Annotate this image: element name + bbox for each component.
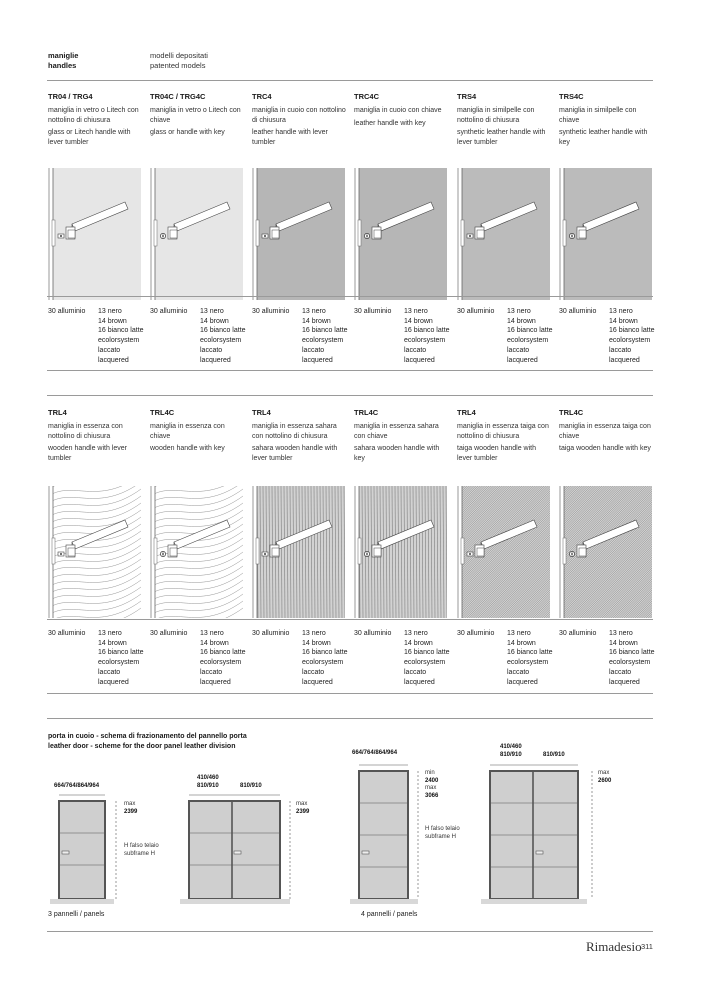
row1-handle-2-description — [150, 92, 246, 138]
row1-handle-2-text-en: glass or handle with key — [150, 129, 225, 136]
finish-aluminium: 30 alluminio — [354, 630, 392, 637]
finish-option: 14 brown — [404, 317, 433, 325]
page-number: 311 — [641, 942, 653, 951]
finish-option: laccato — [200, 346, 223, 354]
row2-handle-6-text-it: maniglia in essenza taiga con chiave — [559, 423, 651, 440]
header-rule — [47, 80, 653, 81]
row1-handle-4-code: TRC4C — [354, 92, 380, 101]
finish-option: 13 nero — [302, 630, 326, 637]
finish-option: ecolorsystem — [507, 659, 549, 667]
row1-bottom-rule — [47, 370, 653, 371]
diagram-title-it: porta in cuoio - schema di frazionamento del pannello porta — [48, 733, 247, 740]
finish-colors — [200, 629, 246, 687]
finish-option: lacquered — [404, 356, 435, 364]
row1-handle-6-code: TRS4C — [559, 92, 584, 101]
row1-handle-6-description — [559, 92, 655, 147]
finish-option: lacquered — [507, 678, 538, 686]
d3-subframe-label: H falso telaio subframe H — [425, 826, 460, 840]
row1-handle-3-text-en: leather handle with lever tumbler — [252, 129, 328, 146]
row1-handle-2-tile — [149, 168, 243, 300]
finish-colors — [302, 629, 348, 687]
finish-colors — [302, 307, 348, 365]
finish-option: 13 nero — [200, 630, 224, 637]
row1-handle-1-text-en: glass or Litech handle with lever tumbler — [48, 129, 131, 146]
finish-option: 16 bianco latte — [200, 649, 246, 657]
row1-handle-5-text-en: synthetic leather handle with lever tumbler — [457, 129, 546, 146]
row2-handle-4-description — [354, 408, 450, 463]
finish-option: 16 bianco latte — [609, 649, 655, 657]
row2-handle-2-code: TRL4C — [150, 408, 175, 417]
finish-colors — [507, 629, 553, 687]
row2-handle-4-text-it: maniglia in essenza sahara con chiave — [354, 423, 439, 440]
row1-handle-3-description — [252, 92, 348, 147]
finish-option: lacquered — [609, 678, 640, 686]
finish-option: 14 brown — [609, 639, 638, 647]
finish-option: ecolorsystem — [507, 337, 549, 345]
row1-handle-1-code: TR04 / TRG4 — [48, 92, 93, 101]
finish-aluminium: 30 alluminio — [559, 630, 597, 637]
door-diagram-3-panels-single — [50, 795, 116, 904]
finish-option: 14 brown — [98, 639, 127, 647]
finish-aluminium: 30 alluminio — [48, 630, 86, 637]
finish-option: 13 nero — [507, 630, 531, 637]
row2-handle-6-description — [559, 408, 655, 454]
row1-handle-2-code: TR04C / TRG4C — [150, 92, 206, 101]
row1-handle-6-text-it: maniglia in similpelle con chiave — [559, 107, 637, 124]
finish-option: laccato — [302, 668, 325, 676]
finish-colors — [98, 307, 144, 365]
diagram-rule — [47, 718, 653, 719]
d3-height-label: min 2400 max 3066 — [425, 770, 439, 799]
d4-width-left-label: 410/460 810/910 — [500, 744, 522, 758]
d3-width-label: 664/764/864/964 — [352, 750, 398, 756]
finish-option: 16 bianco latte — [98, 649, 144, 657]
finish-option: ecolorsystem — [302, 659, 344, 667]
diagram-title-en: leather door - scheme for the door panel leather division — [48, 742, 236, 750]
d2-width-left-label: 410/460 810/910 — [197, 775, 219, 789]
finish-aluminium: 30 alluminio — [354, 308, 392, 315]
row1-handle-1-tile — [47, 168, 141, 300]
finish-option: 14 brown — [609, 317, 638, 325]
row2-handle-5-text-en: taiga wooden handle with lever tumbler — [457, 445, 537, 462]
row2-handle-3-code: TRL4 — [252, 408, 271, 417]
row1-handle-6-image — [558, 168, 652, 300]
row2-handle-6-tile — [558, 486, 652, 618]
row2-handle-6-code: TRL4C — [559, 408, 584, 417]
row2-handle-2-tile — [149, 486, 243, 618]
row2-handle-1-text-en: wooden handle with lever tumbler — [48, 445, 127, 462]
row2-top-rule — [47, 619, 653, 620]
finish-option: ecolorsystem — [609, 659, 651, 667]
finish-colors — [507, 307, 553, 365]
row2-handle-5-tile — [456, 486, 550, 618]
finish-option: 16 bianco latte — [98, 327, 144, 335]
finish-option: ecolorsystem — [98, 337, 140, 345]
finish-option: lacquered — [609, 356, 640, 364]
finish-option: laccato — [507, 346, 530, 354]
row1-handle-1-text-it: maniglia in vetro o Litech con nottolino di chiusura — [48, 107, 139, 124]
d2-width-right-label: 810/910 — [240, 783, 262, 789]
finish-colors — [404, 307, 450, 365]
finish-option: 14 brown — [302, 317, 331, 325]
patent-note — [150, 51, 208, 71]
finish-option: 13 nero — [302, 308, 326, 315]
door-diagrams — [0, 740, 710, 910]
finish-aluminium: 30 alluminio — [559, 308, 597, 315]
finish-option: lacquered — [200, 356, 231, 364]
d1-subframe-label: H falso telaio subframe H — [124, 843, 159, 857]
row2-handle-1-description — [48, 408, 144, 463]
finish-option: ecolorsystem — [404, 659, 446, 667]
finish-option: 13 nero — [507, 308, 531, 315]
d1-height-label: max 2399 — [124, 801, 138, 815]
row2-head-rule — [47, 395, 653, 396]
finish-option: 13 nero — [98, 630, 122, 637]
footer-rule — [47, 931, 653, 932]
finish-option: 14 brown — [302, 639, 331, 647]
row1-top-rule — [47, 296, 653, 297]
row2-handle-5-image — [456, 486, 550, 618]
row2-handle-4-image — [353, 486, 447, 618]
finish-option: lacquered — [302, 678, 333, 686]
row2-handle-1-image — [47, 486, 141, 618]
finish-option: ecolorsystem — [98, 659, 140, 667]
row2-handle-2-text-it: maniglia in essenza con chiave — [150, 423, 225, 440]
row1-handle-2-text-it: maniglia in vetro o Litech con chiave — [150, 107, 241, 124]
finish-option: 13 nero — [404, 630, 428, 637]
row2-handle-1-text-it: maniglia in essenza con nottolino di chiusura — [48, 423, 123, 440]
finish-colors — [98, 629, 144, 687]
finish-option: ecolorsystem — [302, 337, 344, 345]
finish-option: 14 brown — [507, 317, 536, 325]
row1-handle-2-image — [149, 168, 243, 300]
finish-option: laccato — [404, 668, 427, 676]
row1-handle-4-text-en: leather handle with key — [354, 119, 426, 127]
patent-note-en: patented models — [150, 61, 206, 70]
category-en: handles — [48, 61, 77, 70]
finish-aluminium: 30 alluminio — [457, 630, 495, 637]
d2-height-label: max 2399 — [296, 801, 310, 815]
row2-handle-2-image — [149, 486, 243, 618]
caption-4-panels: 4 pannelli / panels — [361, 911, 418, 918]
row2-handle-3-text-en: sahara wooden handle with lever tumbler — [252, 445, 338, 462]
row1-handle-5-description — [457, 92, 553, 147]
row2-handle-4-tile — [353, 486, 447, 618]
finish-option: ecolorsystem — [404, 337, 446, 345]
door-diagram-4-panels-double — [481, 765, 592, 904]
finish-option: 16 bianco latte — [302, 327, 348, 335]
row2-handle-2-text-en: wooden handle with key — [150, 445, 225, 452]
row2-handle-5-code: TRL4 — [457, 408, 476, 417]
finish-option: ecolorsystem — [609, 337, 651, 345]
row2-handle-2-description — [150, 408, 246, 454]
door-diagram-3-panels-double — [180, 795, 290, 904]
row1-handle-1-description — [48, 92, 144, 147]
finish-option: laccato — [609, 668, 632, 676]
finish-option: 13 nero — [609, 308, 633, 315]
door-diagram-4-panels-single — [350, 765, 418, 904]
finish-aluminium: 30 alluminio — [150, 630, 188, 637]
finish-option: 16 bianco latte — [507, 649, 553, 657]
finish-option: ecolorsystem — [200, 337, 242, 345]
caption-3-panels: 3 pannelli / panels — [48, 911, 105, 918]
finish-option: 14 brown — [200, 639, 229, 647]
finish-option: 13 nero — [609, 630, 633, 637]
finish-option: 16 bianco latte — [507, 327, 553, 335]
row2-handle-4-text-en: sahara wooden handle with key — [354, 445, 440, 462]
finish-option: lacquered — [98, 356, 129, 364]
row1-handle-3-code: TRC4 — [252, 92, 272, 101]
row2-handle-5-text-it: maniglia in essenza taiga con nottolino di chiusura — [457, 423, 549, 440]
finish-option: laccato — [404, 346, 427, 354]
finish-option: 13 nero — [98, 308, 122, 315]
finish-option: laccato — [609, 346, 632, 354]
row1-handle-5-image — [456, 168, 550, 300]
row1-handle-4-tile — [353, 168, 447, 300]
finish-option: 16 bianco latte — [302, 649, 348, 657]
finish-option: laccato — [507, 668, 530, 676]
row2-handle-1-tile — [47, 486, 141, 618]
finish-option: 16 bianco latte — [609, 327, 655, 335]
finish-option: 13 nero — [200, 308, 224, 315]
finish-aluminium: 30 alluminio — [252, 630, 290, 637]
d4-width-right-label: 810/910 — [543, 752, 565, 758]
finish-option: laccato — [200, 668, 223, 676]
row1-handle-1-image — [47, 168, 141, 300]
row2-handle-1-code: TRL4 — [48, 408, 67, 417]
row1-handle-5-text-it: maniglia in similpelle con nottolino di chiusura — [457, 107, 535, 124]
row2-handle-3-tile — [251, 486, 345, 618]
finish-colors — [404, 629, 450, 687]
row1-handle-4-text-it: maniglia in cuoio con chiave — [354, 107, 442, 114]
finish-option: 14 brown — [507, 639, 536, 647]
row2-handle-3-text-it: maniglia in essenza sahara con nottolino di chiusura — [252, 423, 337, 440]
finish-colors — [200, 307, 246, 365]
finish-option: 16 bianco latte — [404, 327, 450, 335]
finish-option: lacquered — [98, 678, 129, 686]
row2-handle-6-text-en: taiga wooden handle with key — [559, 445, 651, 452]
row2-handle-4-code: TRL4C — [354, 408, 379, 417]
finish-aluminium: 30 alluminio — [252, 308, 290, 315]
row2-handle-3-description — [252, 408, 348, 463]
d4-height-label: max 2600 — [598, 770, 612, 784]
row1-handle-3-text-it: maniglia in cuoio con nottolino di chiusura — [252, 107, 346, 124]
row1-handle-3-tile — [251, 168, 345, 300]
row2-handle-6-image — [558, 486, 652, 618]
finish-aluminium: 30 alluminio — [150, 308, 188, 315]
category-it: maniglie — [48, 51, 79, 60]
row2-handle-5-description — [457, 408, 553, 463]
finish-colors — [609, 307, 655, 365]
finish-aluminium: 30 alluminio — [457, 308, 495, 315]
row1-handle-4-description — [354, 92, 450, 128]
finish-option: 14 brown — [98, 317, 127, 325]
finish-option: lacquered — [302, 356, 333, 364]
finish-option: lacquered — [200, 678, 231, 686]
category-label — [48, 51, 78, 71]
row1-handle-4-image — [353, 168, 447, 300]
finish-option: 16 bianco latte — [404, 649, 450, 657]
finish-colors — [609, 629, 655, 687]
finish-option: laccato — [98, 346, 121, 354]
brand-logo: Rimadesio — [586, 939, 642, 954]
finish-aluminium: 30 alluminio — [48, 308, 86, 315]
row1-handle-6-text-en: synthetic leather handle with key — [559, 129, 648, 146]
finish-option: lacquered — [404, 678, 435, 686]
row1-handle-3-image — [251, 168, 345, 300]
finish-option: 14 brown — [404, 639, 433, 647]
row1-handle-5-code: TRS4 — [457, 92, 477, 101]
row1-handle-6-tile — [558, 168, 652, 300]
finish-option: laccato — [302, 346, 325, 354]
finish-option: laccato — [98, 668, 121, 676]
finish-option: 16 bianco latte — [200, 327, 246, 335]
finish-option: 13 nero — [404, 308, 428, 315]
finish-option: ecolorsystem — [200, 659, 242, 667]
finish-option: 14 brown — [200, 317, 229, 325]
d1-width-label: 664/764/864/964 — [54, 783, 100, 789]
row2-handle-3-image — [251, 486, 345, 618]
finish-option: lacquered — [507, 356, 538, 364]
row2-bottom-rule — [47, 693, 653, 694]
row1-handle-5-tile — [456, 168, 550, 300]
patent-note-it: modelli depositati — [150, 51, 208, 60]
